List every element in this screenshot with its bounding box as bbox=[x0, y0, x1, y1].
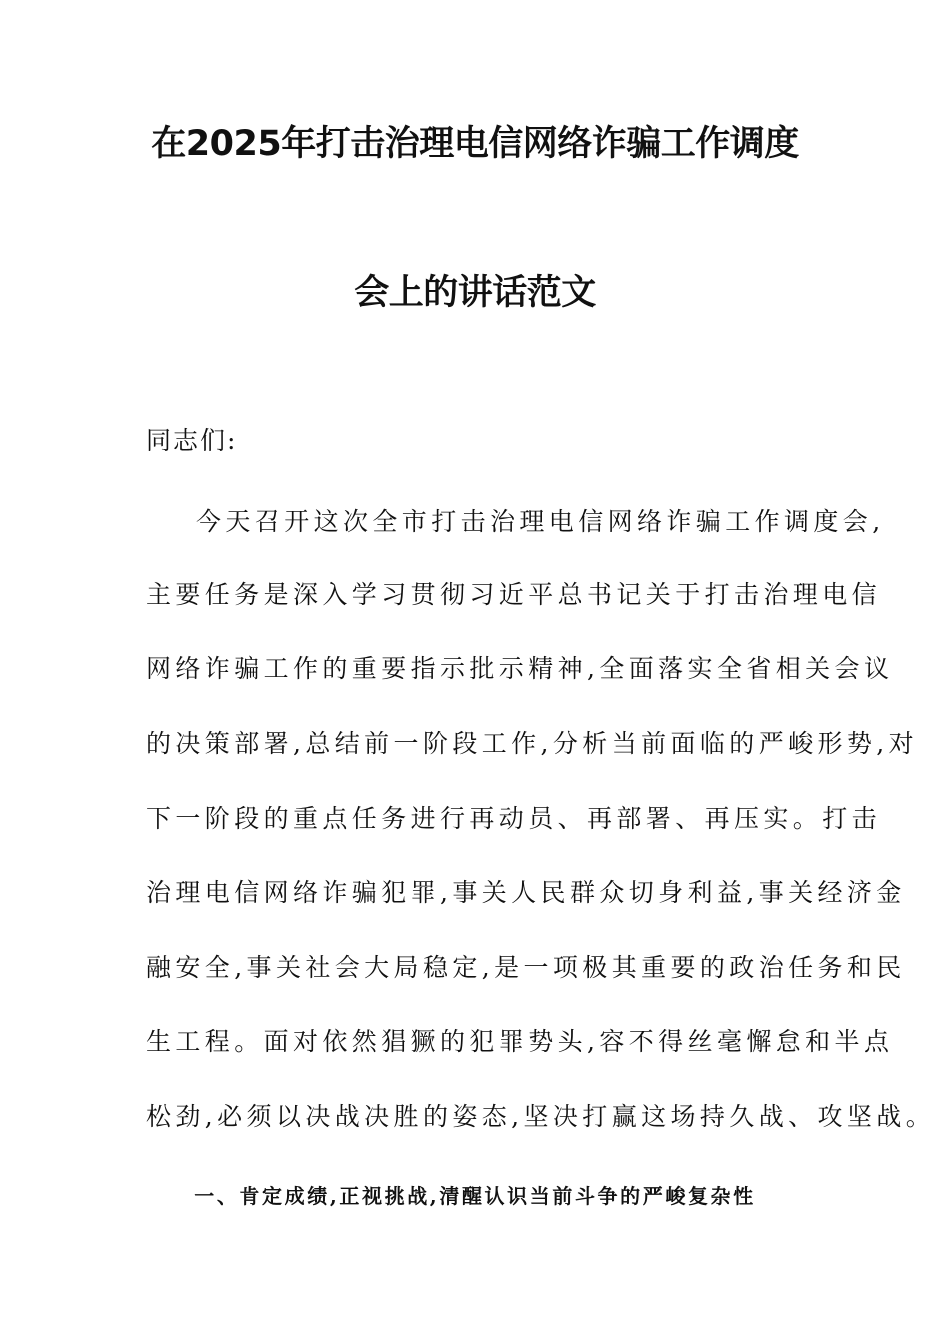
paragraph-line-9: 松劲,必须以决战决胜的姿态,坚决打赢这场持久战、攻坚战。 bbox=[146, 1102, 936, 1131]
paragraph-line-2: 主要任务是深入学习贯彻习近平总书记关于打击治理电信 bbox=[146, 580, 882, 609]
document-title-line-1: 在2025年打击治理电信网络诈骗工作调度 bbox=[151, 124, 799, 164]
paragraph-line-3: 网络诈骗工作的重要指示批示精神,全面落实全省相关会议 bbox=[146, 654, 894, 683]
paragraph-line-7: 融安全,事关社会大局稳定,是一项极其重要的政治任务和民 bbox=[146, 953, 906, 982]
paragraph-line-4: 的决策部署,总结前一阶段工作,分析当前面临的严峻形势,对 bbox=[146, 729, 919, 758]
section-heading: 一、肯定成绩,正视挑战,清醒认识当前斗争的严峻复杂性 bbox=[194, 1184, 756, 1208]
paragraph-line-1: 今天召开这次全市打击治理电信网络诈骗工作调度会, bbox=[196, 507, 885, 536]
salutation: 同志们: bbox=[146, 426, 238, 455]
paragraph-line-8: 生工程。面对依然猖獗的犯罪势头,容不得丝毫懈怠和半点 bbox=[146, 1027, 894, 1056]
document-title-line-2: 会上的讲话范文 bbox=[354, 273, 596, 313]
paragraph-line-5: 下一阶段的重点任务进行再动员、再部署、再压实。打击 bbox=[146, 804, 882, 833]
paragraph-line-6: 治理电信网络诈骗犯罪,事关人民群众切身利益,事关经济金 bbox=[146, 878, 906, 907]
